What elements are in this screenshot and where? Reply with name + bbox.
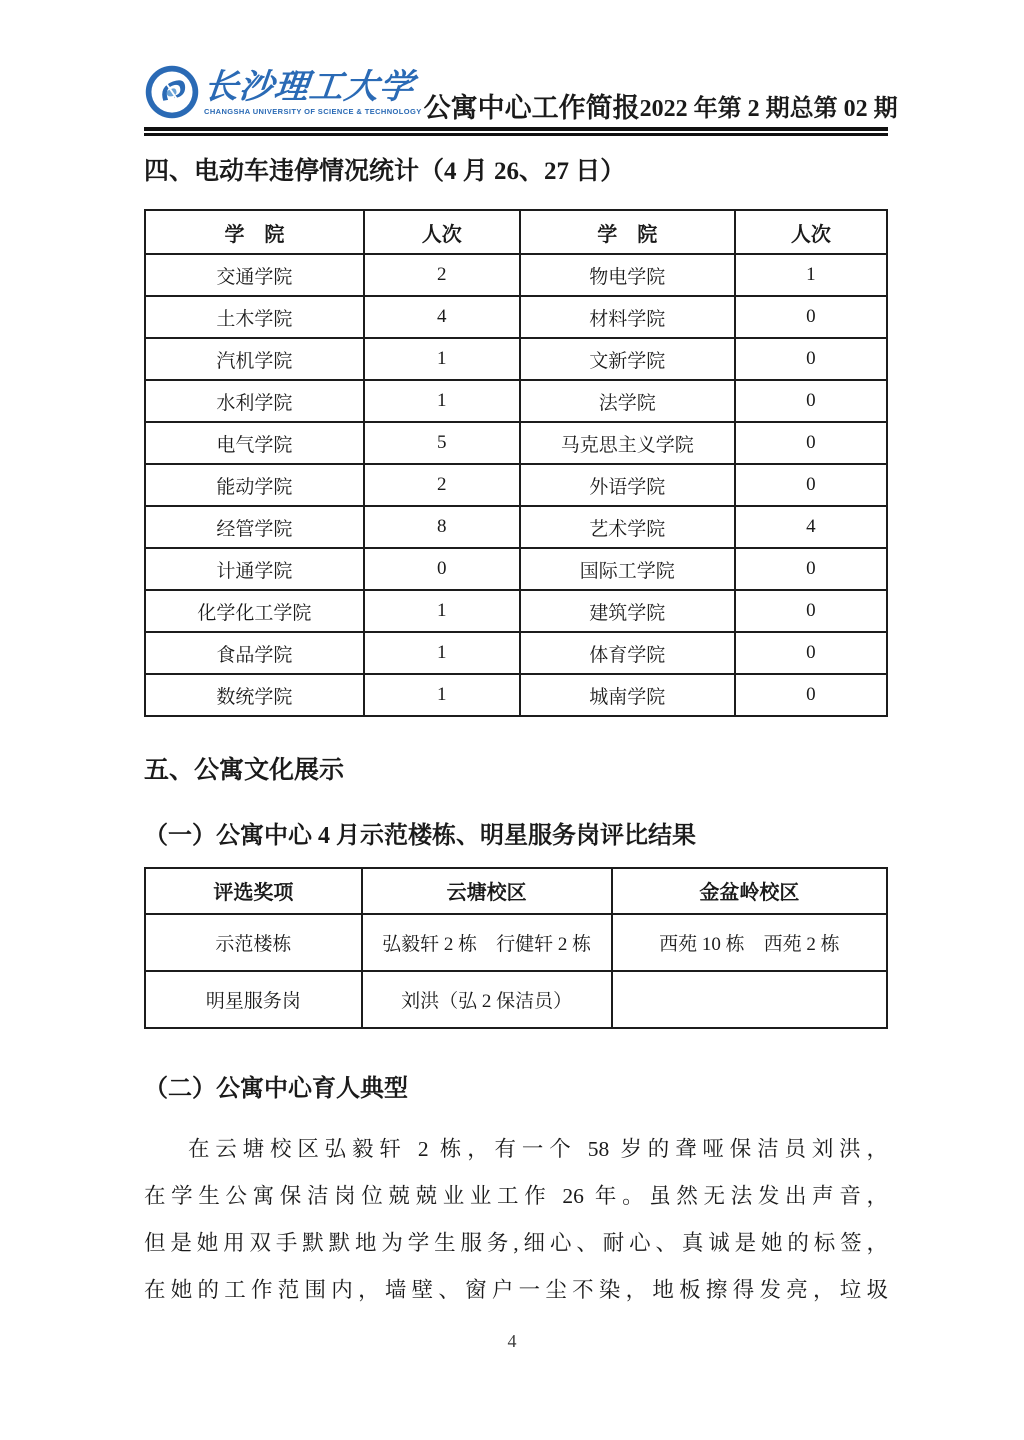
table-cell: 刘洪（弘 2 保洁员）	[362, 971, 612, 1028]
table-row	[145, 674, 887, 716]
column-header: 评选奖项	[145, 868, 362, 914]
table-cell: 建筑学院	[520, 590, 735, 632]
table-cell: 物电学院	[520, 254, 735, 296]
table-cell: 数统学院	[145, 674, 364, 716]
table-cell: 计通学院	[145, 548, 364, 590]
table-cell: 能动学院	[145, 464, 364, 506]
table-cell: 0	[735, 632, 887, 674]
violation-stats-table	[144, 209, 888, 717]
table-cell: 0	[735, 338, 887, 380]
table-row	[145, 422, 887, 464]
table-cell: 电气学院	[145, 422, 364, 464]
paragraph-line: 在她的工作范围内，墙壁、窗户一尘不染，地板擦得发亮，垃圾	[144, 1277, 888, 1302]
table-row	[145, 380, 887, 422]
table-row	[145, 464, 887, 506]
table-cell: 1	[364, 338, 520, 380]
table-cell: 0	[735, 422, 887, 464]
table-cell: 文新学院	[520, 338, 735, 380]
table-row	[145, 590, 887, 632]
section5-title: 五、公寓文化展示	[144, 757, 345, 784]
column-header: 金盆岭校区	[612, 868, 887, 914]
table-row	[145, 254, 887, 296]
university-logo	[144, 64, 422, 122]
table-cell: 5	[364, 422, 520, 464]
paragraph-line: 在学生公寓保洁岗位兢兢业业工作 26 年。虽然无法发出声音，	[144, 1183, 888, 1208]
university-name-cn: 长沙理工大学	[202, 68, 416, 106]
table-cell: 0	[735, 464, 887, 506]
paragraph-line: 但是她用双手默默地为学生服务,细心、耐心、真诚是她的标签，	[144, 1230, 888, 1255]
section4-title: 四、电动车违停情况统计（4 月 26、27 日）	[144, 158, 626, 185]
table-cell: 弘毅轩 2 栋 行健轩 2 栋	[362, 914, 612, 971]
paragraph-line: 在云塘校区弘毅轩 2 栋，有一个 58 岁的聋哑保洁员刘洪，	[188, 1136, 888, 1161]
table-cell: 食品学院	[145, 632, 364, 674]
table-cell: 水利学院	[145, 380, 364, 422]
table-cell: 1	[364, 590, 520, 632]
university-name-en: CHANGSHA UNIVERSITY OF SCIENCE & TECHNOLOGY	[204, 106, 422, 116]
table-cell: 0	[735, 548, 887, 590]
table-cell: 1	[735, 254, 887, 296]
table-cell: 汽机学院	[145, 338, 364, 380]
table-row	[145, 338, 887, 380]
issue-number: 2022 年第 2 期总第 02 期	[639, 95, 898, 122]
table-cell: 明星服务岗	[145, 971, 362, 1028]
column-header: 云塘校区	[362, 868, 612, 914]
table-cell: 马克思主义学院	[520, 422, 735, 464]
masthead	[144, 60, 898, 123]
column-header: 人次	[735, 210, 887, 254]
table-cell: 交通学院	[145, 254, 364, 296]
table-cell: 国际工学院	[520, 548, 735, 590]
table-cell: 2	[364, 464, 520, 506]
page-number: 4	[507, 1331, 517, 1351]
table-cell: 1	[364, 674, 520, 716]
table-cell: 0	[735, 674, 887, 716]
table-cell: 1	[364, 632, 520, 674]
bulletin-title: 公寓中心工作简报	[423, 92, 640, 123]
table-cell: 材料学院	[520, 296, 735, 338]
table-header-row	[145, 868, 887, 914]
column-header: 学 院	[145, 210, 364, 254]
table-cell: 0	[364, 548, 520, 590]
university-emblem-icon	[144, 64, 200, 120]
header-divider	[144, 127, 888, 136]
table-cell: 外语学院	[520, 464, 735, 506]
table-row	[145, 914, 887, 971]
body-paragraph	[144, 1126, 888, 1314]
table-row	[145, 506, 887, 548]
table-cell: 4	[364, 296, 520, 338]
table-cell: 经管学院	[145, 506, 364, 548]
column-header: 学 院	[520, 210, 735, 254]
subsection2-title: （二）公寓中心育人典型	[144, 1075, 408, 1102]
table-row	[145, 296, 887, 338]
table-cell: 4	[735, 506, 887, 548]
table-cell: 化学化工学院	[145, 590, 364, 632]
table-cell: 法学院	[520, 380, 735, 422]
table-cell: 0	[735, 590, 887, 632]
subsection1-title: （一）公寓中心 4 月示范楼栋、明星服务岗评比结果	[144, 823, 696, 849]
table-cell: 0	[735, 380, 887, 422]
table-cell: 西苑 10 栋 西苑 2 栋	[612, 914, 887, 971]
table-cell: 8	[364, 506, 520, 548]
table-cell: 1	[364, 380, 520, 422]
table-cell: 示范楼栋	[145, 914, 362, 971]
table-row	[145, 548, 887, 590]
award-results-table	[144, 867, 888, 1029]
table-cell: 2	[364, 254, 520, 296]
column-header: 人次	[364, 210, 520, 254]
table-row	[145, 632, 887, 674]
table-header-row	[145, 210, 887, 254]
table-cell: 体育学院	[520, 632, 735, 674]
table-cell: 土木学院	[145, 296, 364, 338]
table-cell: 艺术学院	[520, 506, 735, 548]
table-cell	[612, 971, 887, 1028]
table-cell: 城南学院	[520, 674, 735, 716]
table-row	[145, 971, 887, 1028]
table-cell: 0	[735, 296, 887, 338]
